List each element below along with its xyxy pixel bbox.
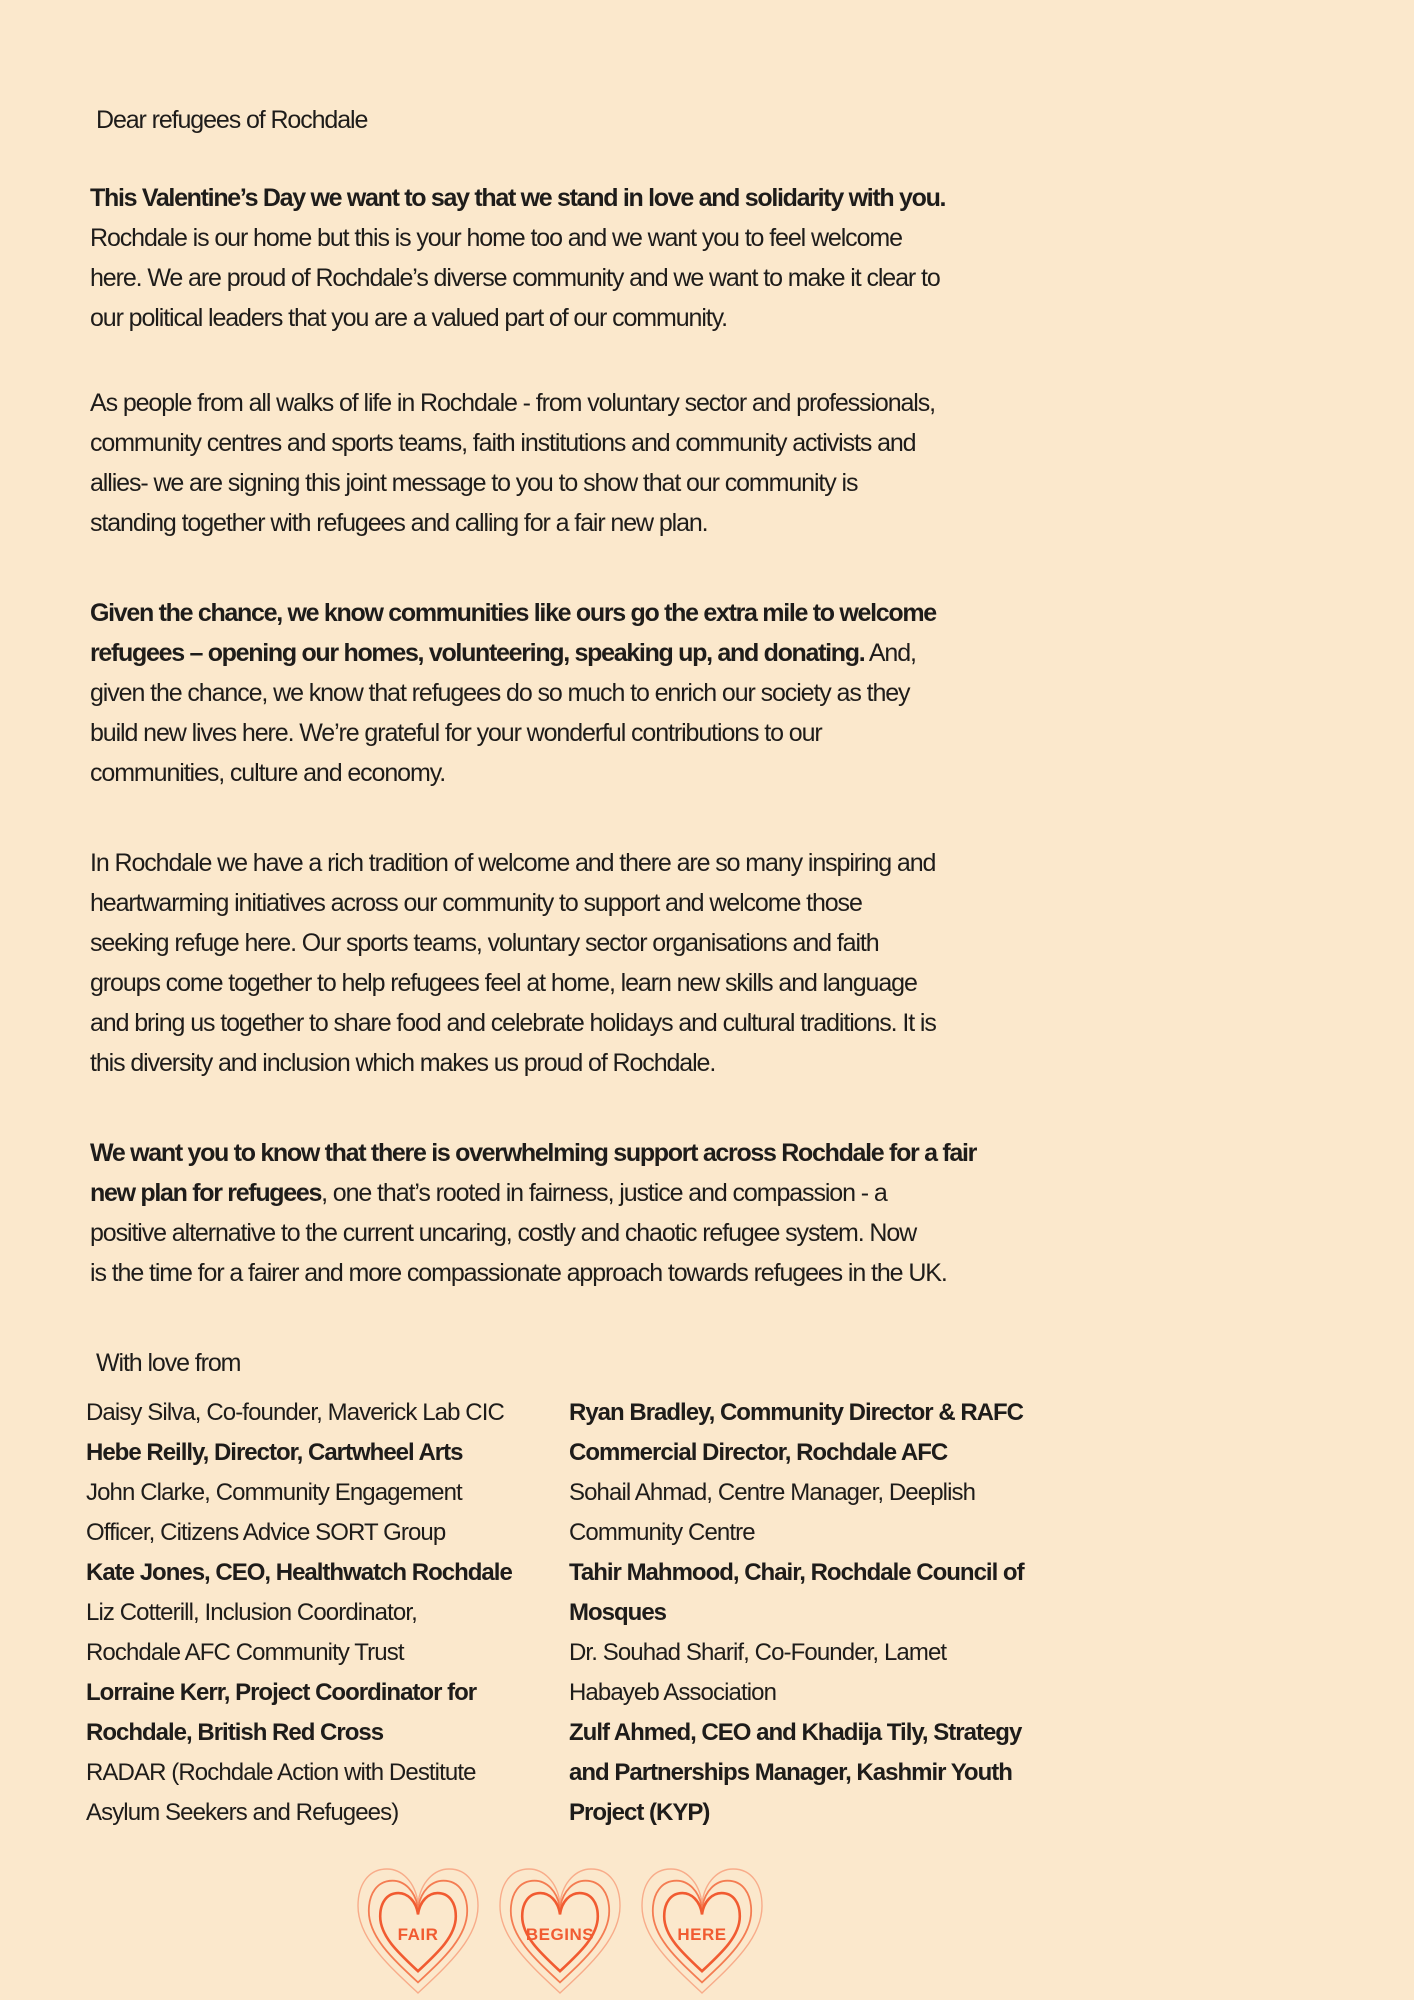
text-segment: In Rochdale we have a rich tradition of welcome and there are so many inspiring and bbox=[90, 849, 936, 877]
paragraph-line bbox=[90, 298, 1414, 338]
text-segment: heartwarming initiatives across our community to support and welcome those bbox=[90, 889, 862, 917]
signatory-line: Commercial Director, Rochdale AFC bbox=[569, 1439, 948, 1466]
bold-text-segment: Given the chance, we know communities like ours go the extra mile to welcome bbox=[90, 599, 936, 627]
signatory bbox=[569, 1393, 1024, 1473]
text-segment: groups come together to help refugees feel at home, learn new skills and language bbox=[90, 969, 917, 997]
signatory-line: Hebe Reilly, Director, Cartwheel Arts bbox=[86, 1439, 463, 1466]
signatory-line: Mosques bbox=[569, 1599, 667, 1626]
signatory-line: Asylum Seekers and Refugees) bbox=[86, 1799, 399, 1826]
paragraph-line bbox=[90, 673, 1414, 713]
paragraph bbox=[90, 843, 1414, 1083]
signatory bbox=[86, 1473, 569, 1553]
signatory-line: Tahir Mahmood, Chair, Rochdale Council of bbox=[569, 1559, 1024, 1586]
text-segment: given the chance, we know that refugees do so much to enrich our society as they bbox=[90, 679, 910, 707]
signatory-line: Sohail Ahmad, Centre Manager, Deeplish bbox=[569, 1479, 976, 1506]
signatory-line: and Partnerships Manager, Kashmir Youth bbox=[569, 1759, 1012, 1786]
paragraph-line bbox=[90, 1213, 1414, 1253]
heart-icon bbox=[494, 1861, 626, 2000]
text-segment: is the time for a fairer and more compassionate approach towards refugees in the UK. bbox=[90, 1259, 947, 1287]
signatory-line: Habayeb Association bbox=[569, 1679, 777, 1706]
text-segment: here. We are proud of Rochdale’s diverse community and we want to make it clear to bbox=[90, 264, 940, 292]
text-segment: And, bbox=[864, 639, 916, 667]
heart-label: BEGINS bbox=[525, 1925, 595, 1944]
paragraph-line bbox=[90, 1133, 1414, 1173]
signatory bbox=[569, 1633, 1024, 1713]
text-segment: positive alternative to the current uncaring, costly and chaotic refugee system. Now bbox=[90, 1219, 917, 1247]
text-segment: build new lives here. We’re grateful for your wonderful contributions to our bbox=[90, 719, 822, 747]
text-segment: allies- we are signing this joint message to you to show that our community is bbox=[90, 469, 858, 497]
paragraph-line bbox=[90, 923, 1414, 963]
letter-closing: With love from bbox=[96, 1349, 241, 1377]
paragraph-line bbox=[90, 883, 1414, 923]
heart-label: FAIR bbox=[397, 1925, 439, 1944]
paragraph-line bbox=[90, 963, 1414, 1003]
paragraph-line bbox=[90, 1253, 1414, 1293]
signatory-line: Rochdale AFC Community Trust bbox=[86, 1639, 404, 1666]
paragraph-line bbox=[90, 383, 1414, 423]
paragraph bbox=[90, 1133, 1414, 1293]
heart-icon bbox=[352, 1861, 484, 2000]
signatory-line: Project (KYP) bbox=[569, 1799, 710, 1826]
signature-column-right bbox=[569, 1393, 1024, 1833]
signatory bbox=[86, 1673, 569, 1753]
paragraph-line bbox=[90, 1043, 1414, 1083]
signatory-line: Officer, Citizens Advice SORT Group bbox=[86, 1519, 446, 1546]
paragraph-line bbox=[90, 258, 1414, 298]
signatory-line: Zulf Ahmed, CEO and Khadija Tily, Strategy bbox=[569, 1719, 1022, 1746]
paragraph-line bbox=[90, 463, 1414, 503]
heart-icon bbox=[636, 1861, 768, 2000]
bold-text-segment: We want you to know that there is overwhelming support across Rochdale for a fair bbox=[90, 1139, 977, 1167]
paragraph bbox=[90, 383, 1414, 543]
signatory-line: Rochdale, British Red Cross bbox=[86, 1719, 384, 1746]
bold-text-segment: refugees – opening our homes, volunteering, speaking up, and donating. bbox=[90, 639, 865, 667]
text-segment: community centres and sports teams, faith institutions and community activists and bbox=[90, 429, 916, 457]
signatory bbox=[86, 1433, 569, 1473]
paragraph-line bbox=[90, 423, 1414, 463]
paragraph-line bbox=[90, 503, 1414, 543]
letter-salutation: Dear refugees of Rochdale bbox=[96, 106, 368, 134]
signatory-line: Lorraine Kerr, Project Coordinator for bbox=[86, 1679, 477, 1706]
paragraph-line bbox=[90, 713, 1414, 753]
signature-columns bbox=[86, 1393, 1414, 1833]
paragraph-line bbox=[90, 633, 1414, 673]
paragraph-line bbox=[90, 178, 1414, 218]
signatory-line: Community Centre bbox=[569, 1519, 755, 1546]
signatory bbox=[86, 1753, 569, 1833]
signatory-line: Liz Cotterill, Inclusion Coordinator, bbox=[86, 1599, 417, 1626]
text-segment: , one that’s rooted in fairness, justice and compassion - a bbox=[321, 1179, 887, 1207]
paragraph bbox=[90, 593, 1414, 793]
hearts-row bbox=[352, 1861, 768, 2000]
signatory-line: Daisy Silva, Co-founder, Maverick Lab CIC bbox=[86, 1399, 504, 1426]
signatory bbox=[569, 1713, 1024, 1833]
signatory bbox=[86, 1393, 569, 1433]
signatory-line: Dr. Souhad Sharif, Co-Founder, Lamet bbox=[569, 1639, 947, 1666]
text-segment: Rochdale is our home but this is your home too and we want you to feel welcome bbox=[90, 224, 902, 252]
paragraph-line bbox=[90, 593, 1414, 633]
signatory-line: John Clarke, Community Engagement bbox=[86, 1479, 462, 1506]
paragraph-line bbox=[90, 843, 1414, 883]
text-segment: communities, culture and economy. bbox=[90, 759, 446, 787]
signatory bbox=[86, 1553, 569, 1593]
text-segment: seeking refuge here. Our sports teams, voluntary sector organisations and faith bbox=[90, 929, 879, 957]
signatory-line: Ryan Bradley, Community Director & RAFC bbox=[569, 1399, 1023, 1426]
signatory-line: Kate Jones, CEO, Healthwatch Rochdale bbox=[86, 1559, 512, 1586]
bold-text-segment: This Valentine’s Day we want to say that we stand in love and solidarity with you. bbox=[90, 184, 946, 212]
signatory bbox=[86, 1593, 569, 1673]
signatory-line: RADAR (Rochdale Action with Destitute bbox=[86, 1759, 476, 1786]
text-segment: As people from all walks of life in Rochdale - from voluntary sector and professionals, bbox=[90, 389, 936, 417]
text-segment: this diversity and inclusion which makes us proud of Rochdale. bbox=[90, 1049, 716, 1077]
text-segment: our political leaders that you are a valued part of our community. bbox=[90, 304, 728, 332]
letter-paragraphs bbox=[90, 178, 1414, 1293]
signatory bbox=[569, 1553, 1024, 1633]
bold-text-segment: new plan for refugees bbox=[90, 1179, 322, 1207]
text-segment: standing together with refugees and calling for a fair new plan. bbox=[90, 509, 708, 537]
paragraph-line bbox=[90, 218, 1414, 258]
signature-column-left bbox=[86, 1393, 569, 1833]
heart-label: HERE bbox=[677, 1925, 727, 1944]
paragraph-line bbox=[90, 1003, 1414, 1043]
paragraph-line bbox=[90, 1173, 1414, 1213]
signatory bbox=[569, 1473, 1024, 1553]
text-segment: and bring us together to share food and celebrate holidays and cultural traditions. It is bbox=[90, 1009, 936, 1037]
paragraph-line bbox=[90, 753, 1414, 793]
paragraph bbox=[90, 178, 1414, 338]
